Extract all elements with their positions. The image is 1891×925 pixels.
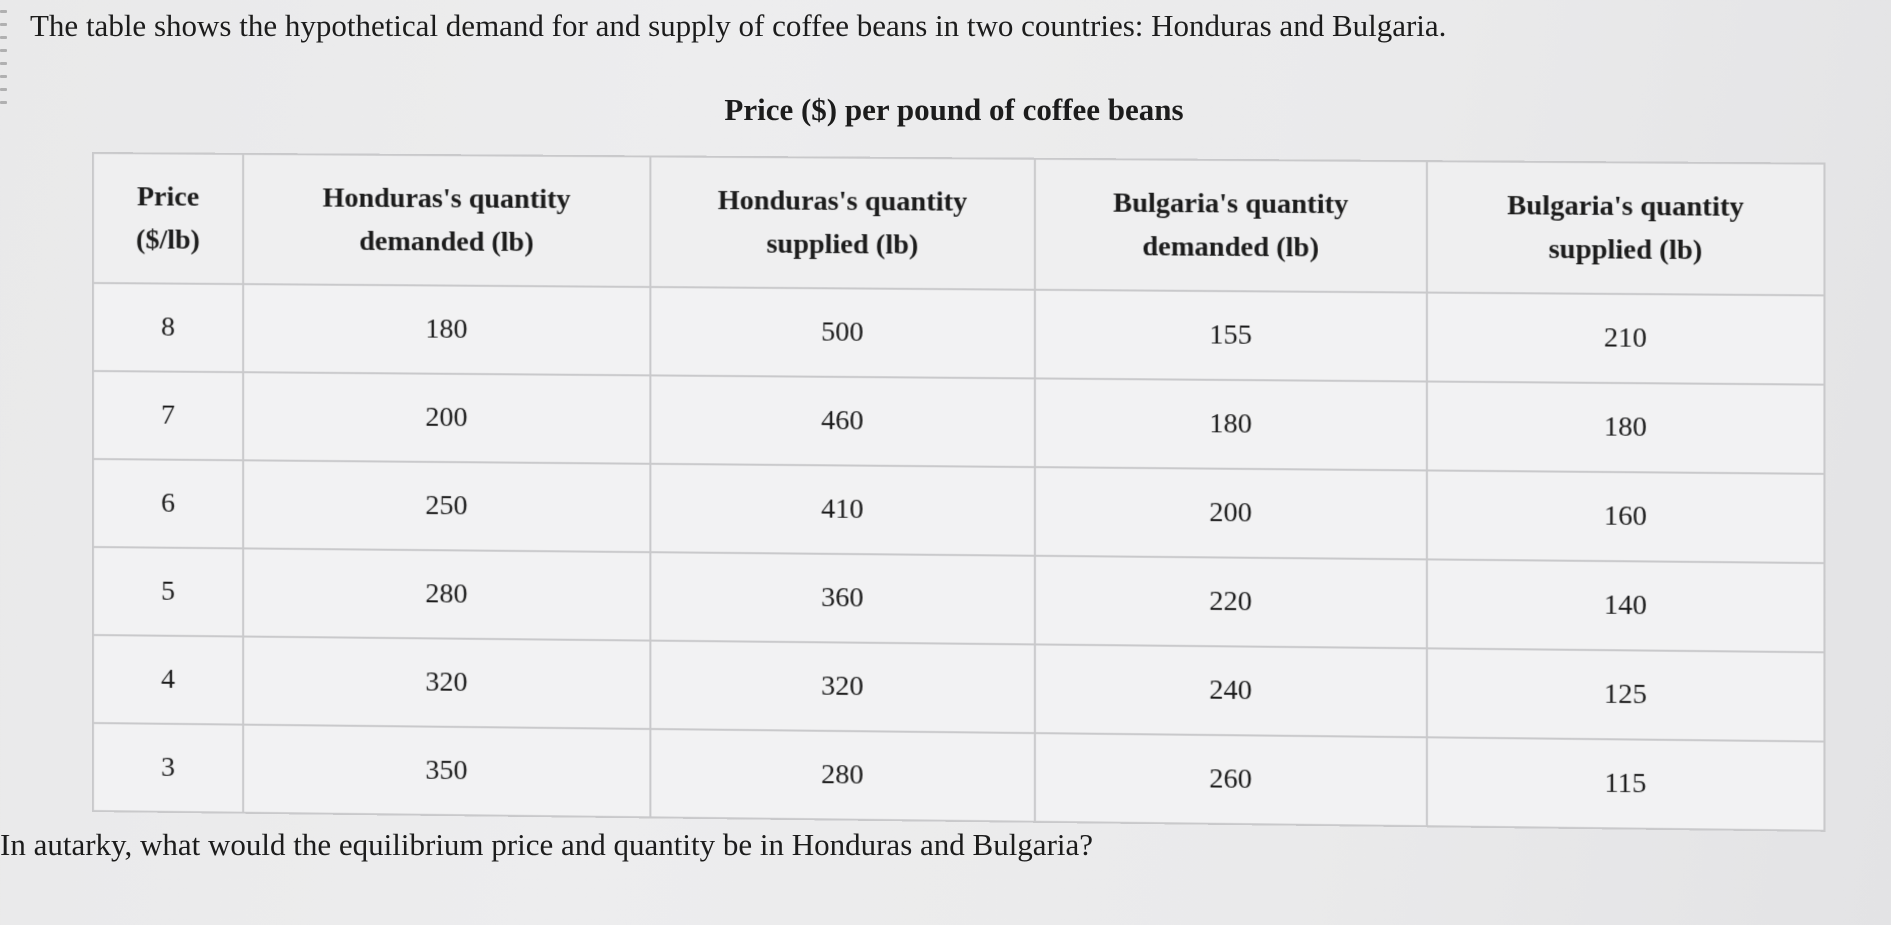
header-line: Honduras's quantity: [322, 182, 571, 216]
table-cell: 320: [650, 641, 1035, 734]
table-cell: 7: [93, 371, 243, 460]
table-cell: 200: [1035, 467, 1427, 559]
table-cell: 3: [93, 723, 243, 813]
table-cell: 5: [93, 547, 243, 637]
table-row: [93, 459, 1824, 563]
header-honduras-demanded: [243, 154, 650, 287]
table-cell: 180: [1427, 382, 1825, 474]
table-cell: 260: [1035, 733, 1427, 826]
header-line: demanded (lb): [1142, 231, 1319, 264]
intro-text: The table shows the hypothetical demand for and supply of coffee beans in two countries: Honduras and Bulgaria.: [30, 8, 1447, 43]
table-cell: 280: [243, 548, 650, 640]
table-cell: 8: [93, 283, 243, 372]
table-cell: 115: [1427, 737, 1825, 830]
table-cell: 210: [1427, 293, 1825, 385]
table-cell: 180: [243, 284, 650, 375]
supply-demand-table: [92, 152, 1826, 832]
table-cell: 220: [1035, 556, 1427, 649]
table-cell: 350: [243, 725, 650, 818]
table-cell: 320: [243, 637, 650, 729]
header-line: Price: [136, 181, 200, 213]
table-cell: 280: [650, 729, 1035, 822]
table-cell: 4: [93, 635, 243, 725]
header-price: [93, 153, 243, 284]
table-cell: 360: [650, 552, 1035, 644]
table-row: [93, 723, 1824, 831]
header-line: supplied (lb): [1548, 233, 1703, 267]
edge-mark: [0, 36, 7, 39]
edge-mark: [0, 75, 7, 78]
table-cell: 180: [1035, 378, 1427, 470]
header-line: demanded (lb): [359, 225, 534, 259]
table-cell: 125: [1427, 648, 1825, 741]
header-line: Honduras's quantity: [717, 184, 968, 218]
header-bulgaria-demanded: [1035, 159, 1427, 293]
table-cell: 6: [93, 459, 243, 548]
table-row: [93, 283, 1824, 385]
table-cell: 250: [243, 460, 650, 552]
question-text: In autarky, what would the equilibrium price and quantity be in Honduras and Bulgaria?: [0, 827, 1094, 862]
edge-mark: [0, 49, 7, 52]
table-cell: 140: [1427, 559, 1825, 652]
header-line: ($/lb): [136, 224, 200, 256]
table-cell: 160: [1427, 470, 1825, 563]
header-bulgaria-supplied: [1427, 161, 1825, 295]
edge-mark: [0, 10, 7, 13]
header-line: Bulgaria's quantity: [1507, 189, 1744, 223]
header-honduras-supplied: [650, 156, 1035, 289]
header-line: Bulgaria's quantity: [1113, 187, 1349, 221]
header-line: supplied (lb): [766, 228, 919, 261]
table-title: Price ($) per pound of coffee beans: [724, 92, 1184, 127]
edge-mark: [0, 23, 7, 26]
table-cell: 200: [243, 372, 650, 464]
table-cell: 240: [1035, 644, 1427, 737]
table-cell: 500: [650, 287, 1035, 378]
table-row: [93, 547, 1824, 652]
table-row: [93, 371, 1824, 474]
table-cell: 460: [650, 375, 1035, 467]
table-header-row: [93, 153, 1824, 295]
edge-mark: [0, 62, 7, 65]
data-table-container: [92, 152, 1823, 832]
table-cell: 155: [1035, 290, 1427, 382]
table-cell: 410: [650, 464, 1035, 556]
